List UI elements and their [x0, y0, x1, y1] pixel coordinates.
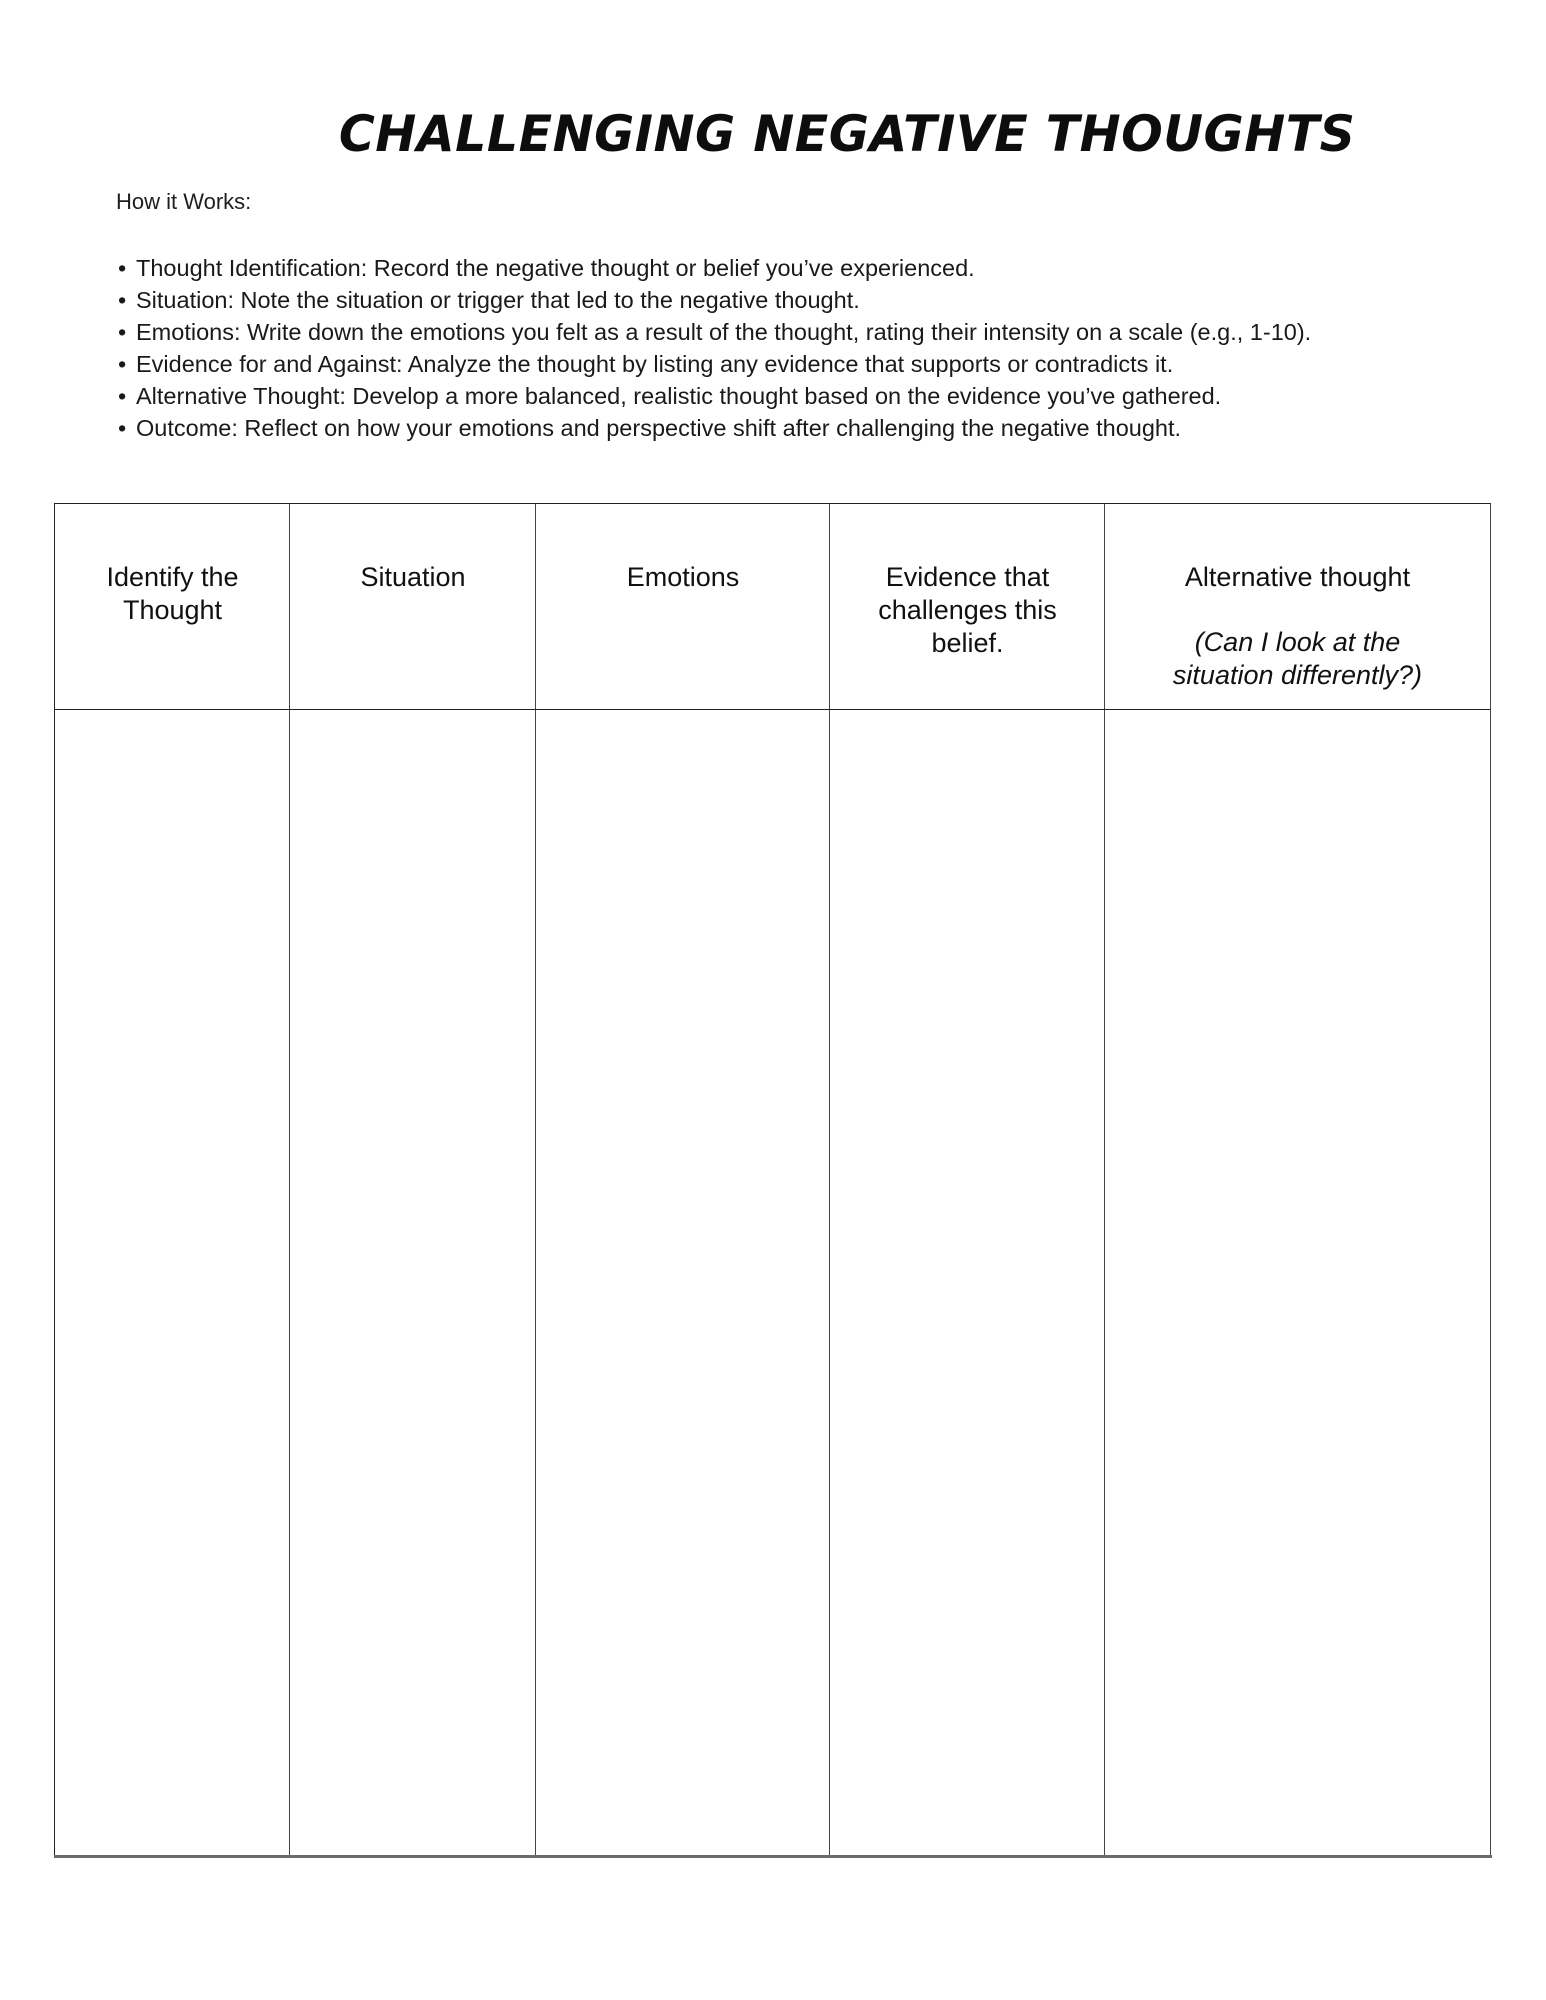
instruction-text: Outcome: Reflect on how your emotions and perspective shift after challenging the negative thought.: [136, 415, 1182, 441]
header-text: challenges this: [878, 595, 1057, 625]
header-subtext: [1105, 626, 1490, 692]
cell-situation[interactable]: [291, 711, 535, 1854]
header-subtext-line: (Can I look at the: [1194, 627, 1401, 657]
header-text: Situation: [360, 562, 466, 592]
bullet-icon: •: [118, 255, 127, 281]
header-text: Identify the: [106, 562, 239, 592]
column-header-alternative-thought: [1105, 504, 1490, 709]
bullet-icon: •: [118, 287, 127, 313]
table-bottom-border: [54, 1855, 1492, 1858]
column-header-emotions: [536, 504, 830, 709]
instruction-item: [118, 252, 1311, 284]
header-text: Alternative thought: [1184, 562, 1411, 592]
cell-alternative-thought[interactable]: [1106, 711, 1489, 1854]
cell-identify-thought[interactable]: [55, 711, 289, 1854]
header-subtext-line: situation differently?): [1172, 660, 1423, 690]
instruction-text: Situation: Note the situation or trigger that led to the negative thought.: [136, 287, 860, 313]
instructions-list: [118, 252, 1311, 444]
cell-emotions[interactable]: [537, 711, 829, 1854]
instruction-item: [118, 284, 1311, 316]
instruction-item: [118, 380, 1311, 412]
instruction-item: [118, 316, 1311, 348]
instruction-text: Thought Identification: Record the negative thought or belief you’ve experienced.: [136, 255, 975, 281]
header-text: Evidence that: [885, 562, 1050, 592]
instruction-text: Emotions: Write down the emotions you felt as a result of the thought, rating their intensity on a scale (e.g., 1-10).: [136, 319, 1312, 345]
header-divider: [55, 709, 1490, 710]
column-header-evidence: [830, 504, 1105, 709]
bullet-icon: •: [118, 383, 127, 409]
thought-record-table: [54, 503, 1491, 1856]
bullet-icon: •: [118, 415, 127, 441]
page-title: CHALLENGING NEGATIVE THOUGHTS: [338, 105, 1356, 163]
instruction-text: Alternative Thought: Develop a more balanced, realistic thought based on the evidence you’ve gathered.: [136, 383, 1222, 409]
bullet-icon: •: [118, 351, 127, 377]
instruction-item: [118, 412, 1311, 444]
cell-evidence[interactable]: [831, 711, 1104, 1854]
instruction-text: Evidence for and Against: Analyze the thought by listing any evidence that supports or contradicts it.: [136, 351, 1174, 377]
header-text: Thought: [122, 595, 223, 625]
column-header-identify-thought: [55, 504, 290, 709]
instruction-item: [118, 348, 1311, 380]
column-header-situation: [290, 504, 536, 709]
header-text: belief.: [931, 628, 1004, 658]
header-text: Emotions: [626, 562, 740, 592]
how-it-works-label: How it Works:: [116, 189, 252, 214]
bullet-icon: •: [118, 319, 127, 345]
